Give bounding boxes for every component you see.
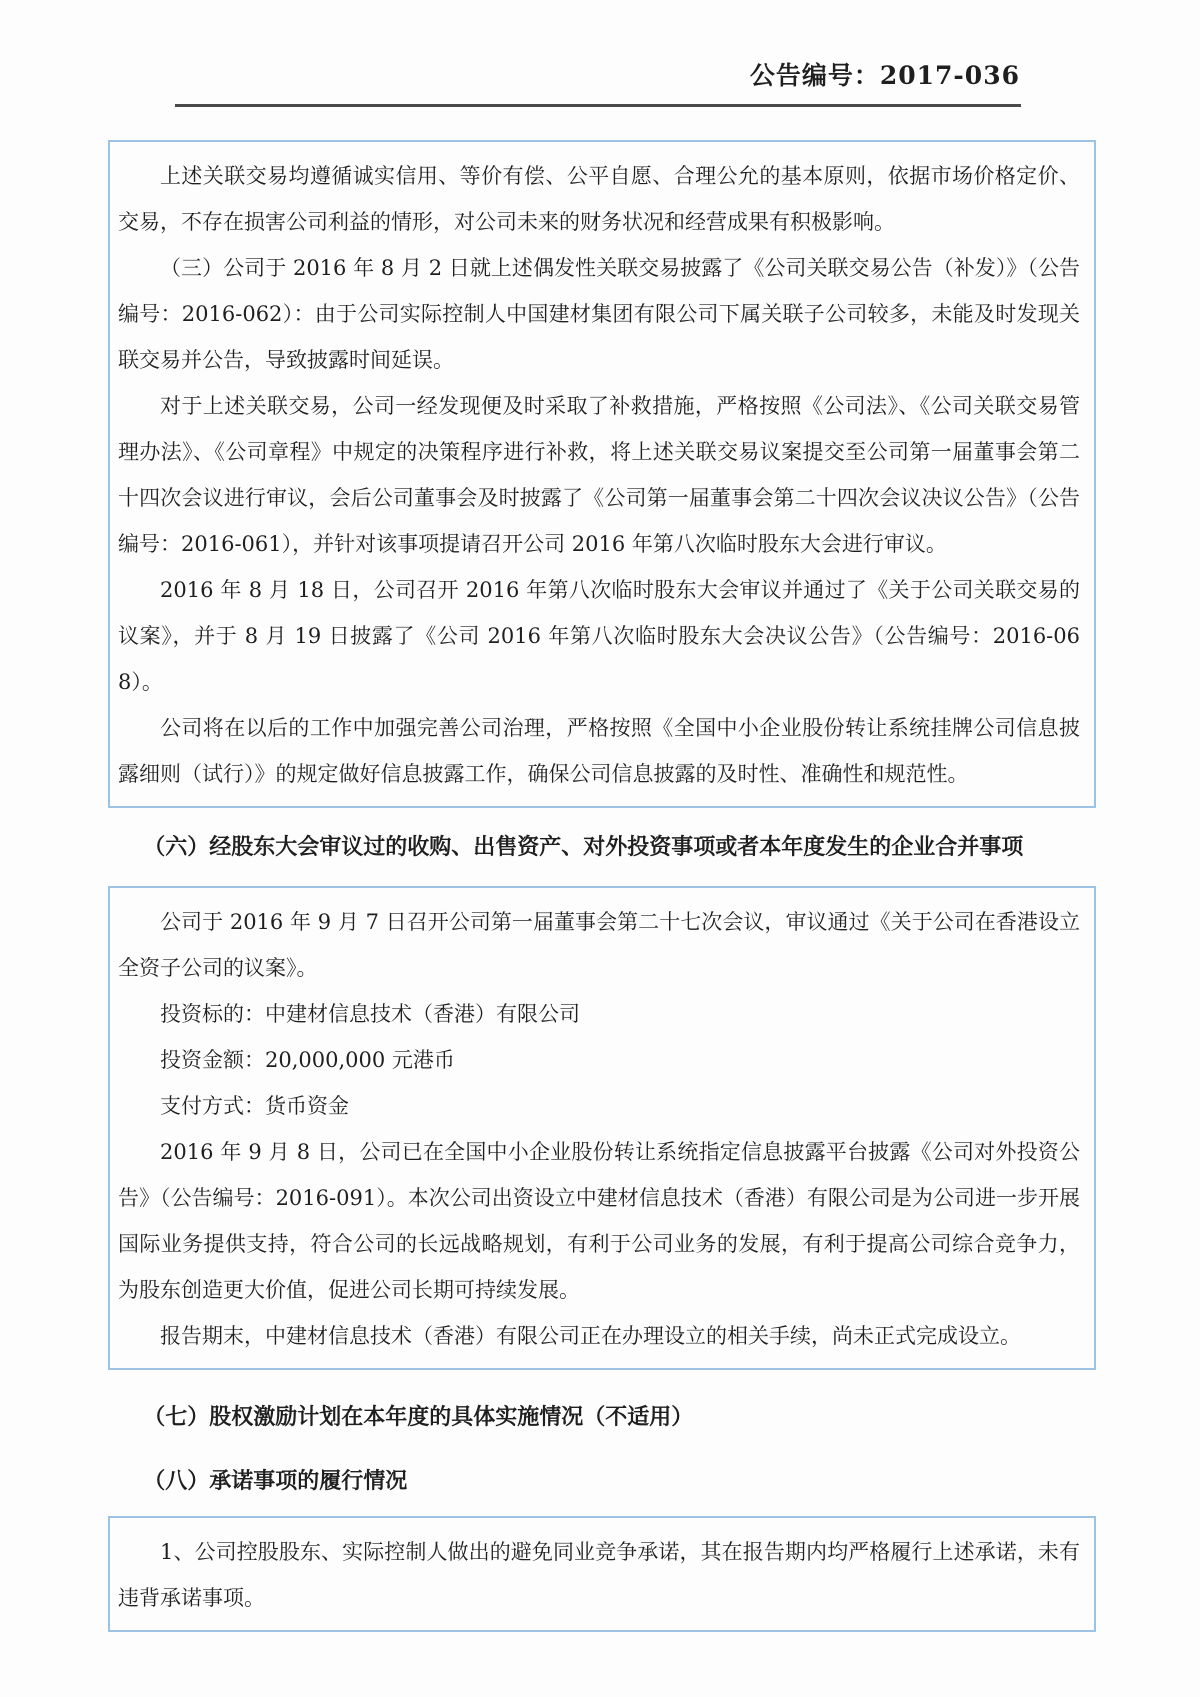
paragraph: 1、公司控股股东、实际控制人做出的避免同业竞争承诺，其在报告期内均严格履行上述承诺，未有违背承诺事项。	[118, 1540, 1080, 1610]
paragraph: 公司于 2016 年 9 月 7 日召开公司第一届董事会第二十七次会议，审议通过《关于公司在香港设立全资子公司的议案》。	[118, 910, 1080, 980]
announcement-number: 公告编号：2017-036	[749, 61, 1020, 90]
section-heading-7: （七）股权激励计划在本年度的具体实施情况（不适用）	[143, 1404, 694, 1430]
paragraph: 上述关联交易均遵循诚实信用、等价有偿、公平自愿、合理公允的基本原则，依据市场价格定价、交易，不存在损害公司利益的情形，对公司未来的财务状况和经营成果有积极影响。	[118, 164, 1080, 234]
paragraph: 对于上述关联交易，公司一经发现便及时采取了补救措施，严格按照《公司法》、《公司关联交易管理办法》、《公司章程》中规定的决策程序进行补救，将上述关联交易议案提交至公司第一届董事会第二十四次会议进行审议，会后公司董事会及时披露了《公司第一届董事会第二十四次会议决议公告》（公告编号：2016-061），并针对该事项提请召开公司 2016 年第八次临时股东大会进行审议。	[118, 394, 1080, 556]
section-heading-6: （六）经股东大会审议过的收购、出售资产、对外投资事项或者本年度发生的企业合并事项	[143, 834, 1024, 860]
paragraph: 2016 年 8 月 18 日，公司召开 2016 年第八次临时股东大会审议并通过了《关于公司关联交易的议案》，并于 8 月 19 日披露了《公司 2016 年第八次临时股东大会决议公告》（公告编号：2016-068）。	[118, 578, 1080, 694]
commitments-box	[108, 1516, 1096, 1632]
paragraph: 公司将在以后的工作中加强完善公司治理，严格按照《全国中小企业股份转让系统挂牌公司信息披露细则（试行）》的规定做好信息披露工作，确保公司信息披露的及时性、准确性和规范性。	[118, 716, 1080, 786]
payment-method: 支付方式：货币资金	[160, 1094, 349, 1118]
related-transactions-box	[108, 140, 1096, 808]
investment-amount: 投资金额：20,000,000 元港币	[160, 1048, 455, 1072]
paragraph: （三）公司于 2016 年 8 月 2 日就上述偶发性关联交易披露了《公司关联交易公告（补发）》（公告编号：2016-062）：由于公司实际控制人中国建材集团有限公司下属关联子公司较多，未能及时发现关联交易并公告，导致披露时间延误。	[118, 256, 1080, 372]
investment-target: 投资标的：中建材信息技术（香港）有限公司	[160, 1002, 580, 1026]
header-divider-line	[175, 104, 1021, 107]
paragraph: 报告期末，中建材信息技术（香港）有限公司正在办理设立的相关手续，尚未正式完成设立。	[160, 1324, 1021, 1348]
paragraph: 2016 年 9 月 8 日，公司已在全国中小企业股份转让系统指定信息披露平台披露《公司对外投资公告》（公告编号：2016-091）。本次公司出资设立中建材信息技术（香港）有限公司是为公司进一步开展国际业务提供支持，符合公司的长远战略规划，有利于公司业务的发展，有利于提高公司综合竞争力，为股东创造更大价值，促进公司长期可持续发展。	[118, 1140, 1080, 1302]
investment-box	[108, 886, 1096, 1370]
section-heading-8: （八）承诺事项的履行情况	[143, 1468, 408, 1494]
